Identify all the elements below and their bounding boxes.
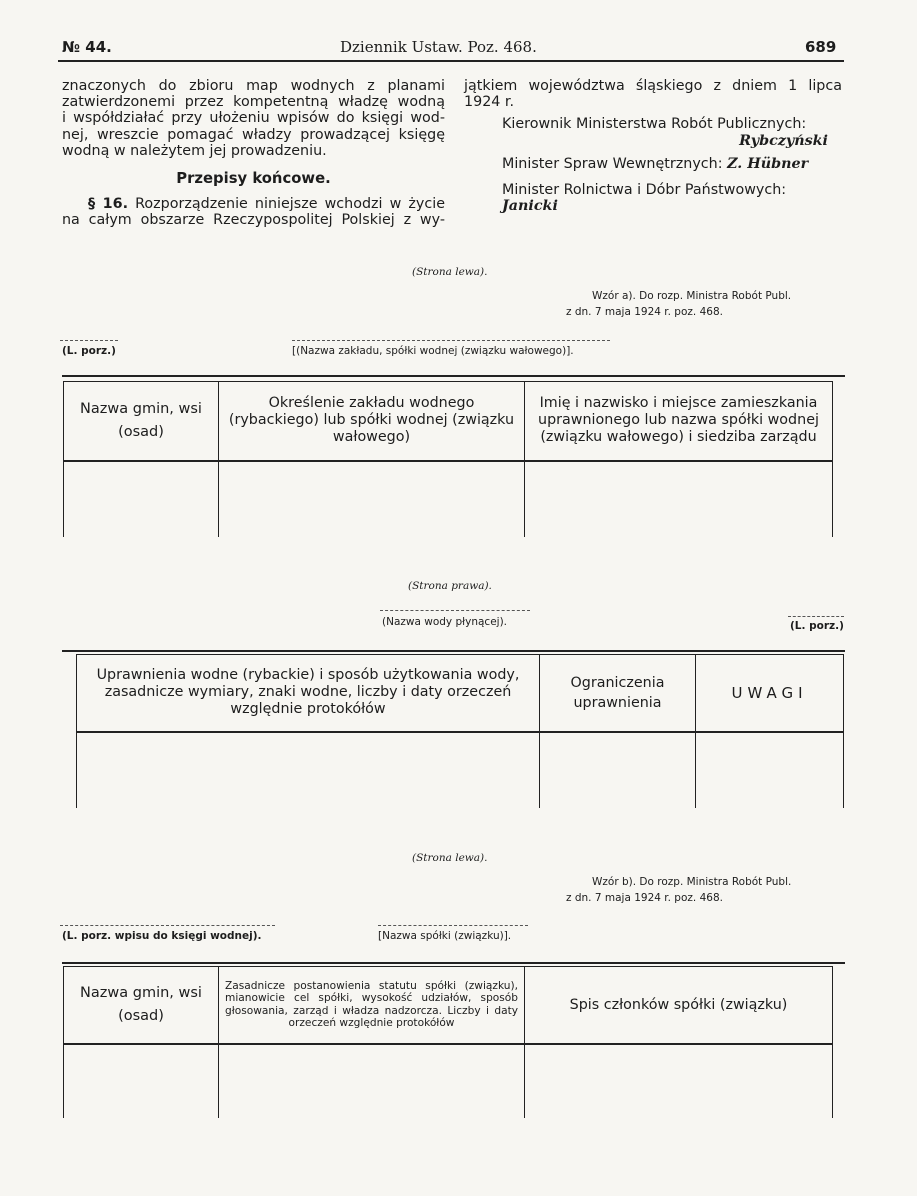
table-top-rule — [62, 962, 845, 964]
signature-2-name: Z. Hübner — [727, 155, 809, 172]
wzor-line: Wzór a). Do rozp. Ministra Robót Publ. — [592, 290, 792, 302]
lp-label: (L. porz.) — [62, 345, 116, 357]
form-a-right-table — [76, 654, 844, 808]
column-header: Zasadnicze postanowienia statutu spółki (związku), mianowicie cel spółki, wysokość udziałów, sposób głosowania, zarząd i władza nadzorcza. Liczby i daty orzeczeń względnie protokółów — [219, 967, 525, 1044]
right-column — [464, 78, 842, 214]
table-cell — [525, 1044, 833, 1118]
wzor-line: Wzór b). Do rozp. Ministra Robót Publ. — [592, 876, 792, 888]
column-header: Uprawnienia wodne (rybackie) i sposób użytkowania wody, zasadnicze wymiary, znaki wodne, liczby i daty orzeczeń względnie protokółów — [77, 655, 540, 732]
wzor-line: z dn. 7 maja 1924 r. poz. 468. — [566, 892, 723, 904]
fill-line — [380, 610, 530, 611]
table-cell — [77, 732, 540, 808]
fill-line — [292, 340, 610, 341]
form-b-left-table — [63, 966, 833, 1118]
text-line: 1924 r. — [464, 94, 515, 111]
column-header: Ograniczenia uprawnienia — [540, 655, 696, 732]
column-header: UWAGI — [696, 655, 844, 732]
table-cell — [64, 461, 219, 537]
fill-line — [378, 925, 528, 926]
text-line: na całym obszarze Rzeczypospolitej Polskiej z wy- — [62, 212, 445, 229]
header-rule — [58, 60, 844, 62]
signature-2-label: Minister Spraw Wewnętrznych: — [502, 155, 723, 172]
form-a-left-table — [63, 381, 833, 537]
signature-1-label: Kierownik Ministerstwa Robót Publicznych: — [502, 116, 807, 133]
column-header: Nazwa gmin, wsi (osad) — [64, 967, 219, 1044]
fill-line — [60, 340, 118, 341]
table-cell — [525, 461, 833, 537]
column-header: Imię i nazwisko i miejsce zamieszkania uprawnionego lub nazwa spółki wodnej (związku wałowego) i siedziba zarządu — [525, 382, 833, 461]
side-label: (Strona lewa). — [412, 852, 488, 864]
column-header: Określenie zakładu wodnego (rybackiego) lub spółki wodnej (związku wałowego) — [219, 382, 525, 461]
signature-3-label: Minister Rolnictwa i Dóbr Państwowych: — [502, 182, 787, 199]
lp-label: (L. porz. wpisu do księgi wodnej). — [62, 930, 262, 942]
page-number: 689 — [805, 38, 837, 56]
fill-line — [60, 925, 275, 926]
signature-1-name: Rybczyński — [739, 132, 828, 149]
text-line: jątkiem województwa śląskiego z dniem 1 lipca — [464, 78, 842, 94]
table-cell — [219, 1044, 525, 1118]
paragraph-number: § 16. — [88, 196, 129, 213]
lp-label: (L. porz.) — [790, 620, 844, 632]
wzor-line: z dn. 7 maja 1924 r. poz. 468. — [566, 306, 723, 318]
text-line: zatwierdzonemi przez kompetentną władzę wodną — [62, 94, 445, 111]
column-header: Nazwa gmin, wsi (osad) — [64, 382, 219, 461]
text-line: znaczonych do zbioru map wodnych z planami — [62, 78, 445, 94]
table-cell — [219, 461, 525, 537]
name-label: [Nazwa spółki (związku)]. — [378, 930, 512, 942]
text-line: i współdziałać przy ułożeniu wpisów do księgi wod- — [62, 110, 445, 127]
side-label: (Strona lewa). — [412, 266, 488, 278]
column-header: Spis członków spółki (związku) — [525, 967, 833, 1044]
issue-number: № 44. — [62, 38, 112, 56]
signature-3 — [464, 182, 842, 214]
paragraph-first-line — [62, 196, 445, 212]
paragraph-text: Rozporządzenie niniejsze wchodzi w życie — [135, 196, 446, 213]
signature-3-name: Janicki — [502, 198, 558, 215]
table-cell — [64, 1044, 219, 1118]
table-cell — [540, 732, 696, 808]
side-label: (Strona prawa). — [408, 580, 492, 592]
table-top-rule — [62, 375, 845, 377]
text-line: nej, wreszcie pomagać władzy prowadzącej księgę — [62, 126, 445, 143]
table-cell — [696, 732, 844, 808]
journal-title: Dziennik Ustaw. Poz. 468. — [340, 38, 537, 56]
table-top-rule — [62, 650, 845, 652]
name-label: (Nazwa wody płynącej). — [382, 616, 508, 628]
name-label: [(Nazwa zakładu, spółki wodnej (związku wałowego)]. — [292, 345, 574, 357]
section-heading: Przepisy końcowe. — [176, 170, 331, 188]
fill-line — [788, 616, 844, 617]
text-line: wodną w należytem jej prowadzeniu. — [62, 142, 327, 159]
left-column — [62, 78, 445, 229]
signature-2 — [464, 156, 842, 172]
